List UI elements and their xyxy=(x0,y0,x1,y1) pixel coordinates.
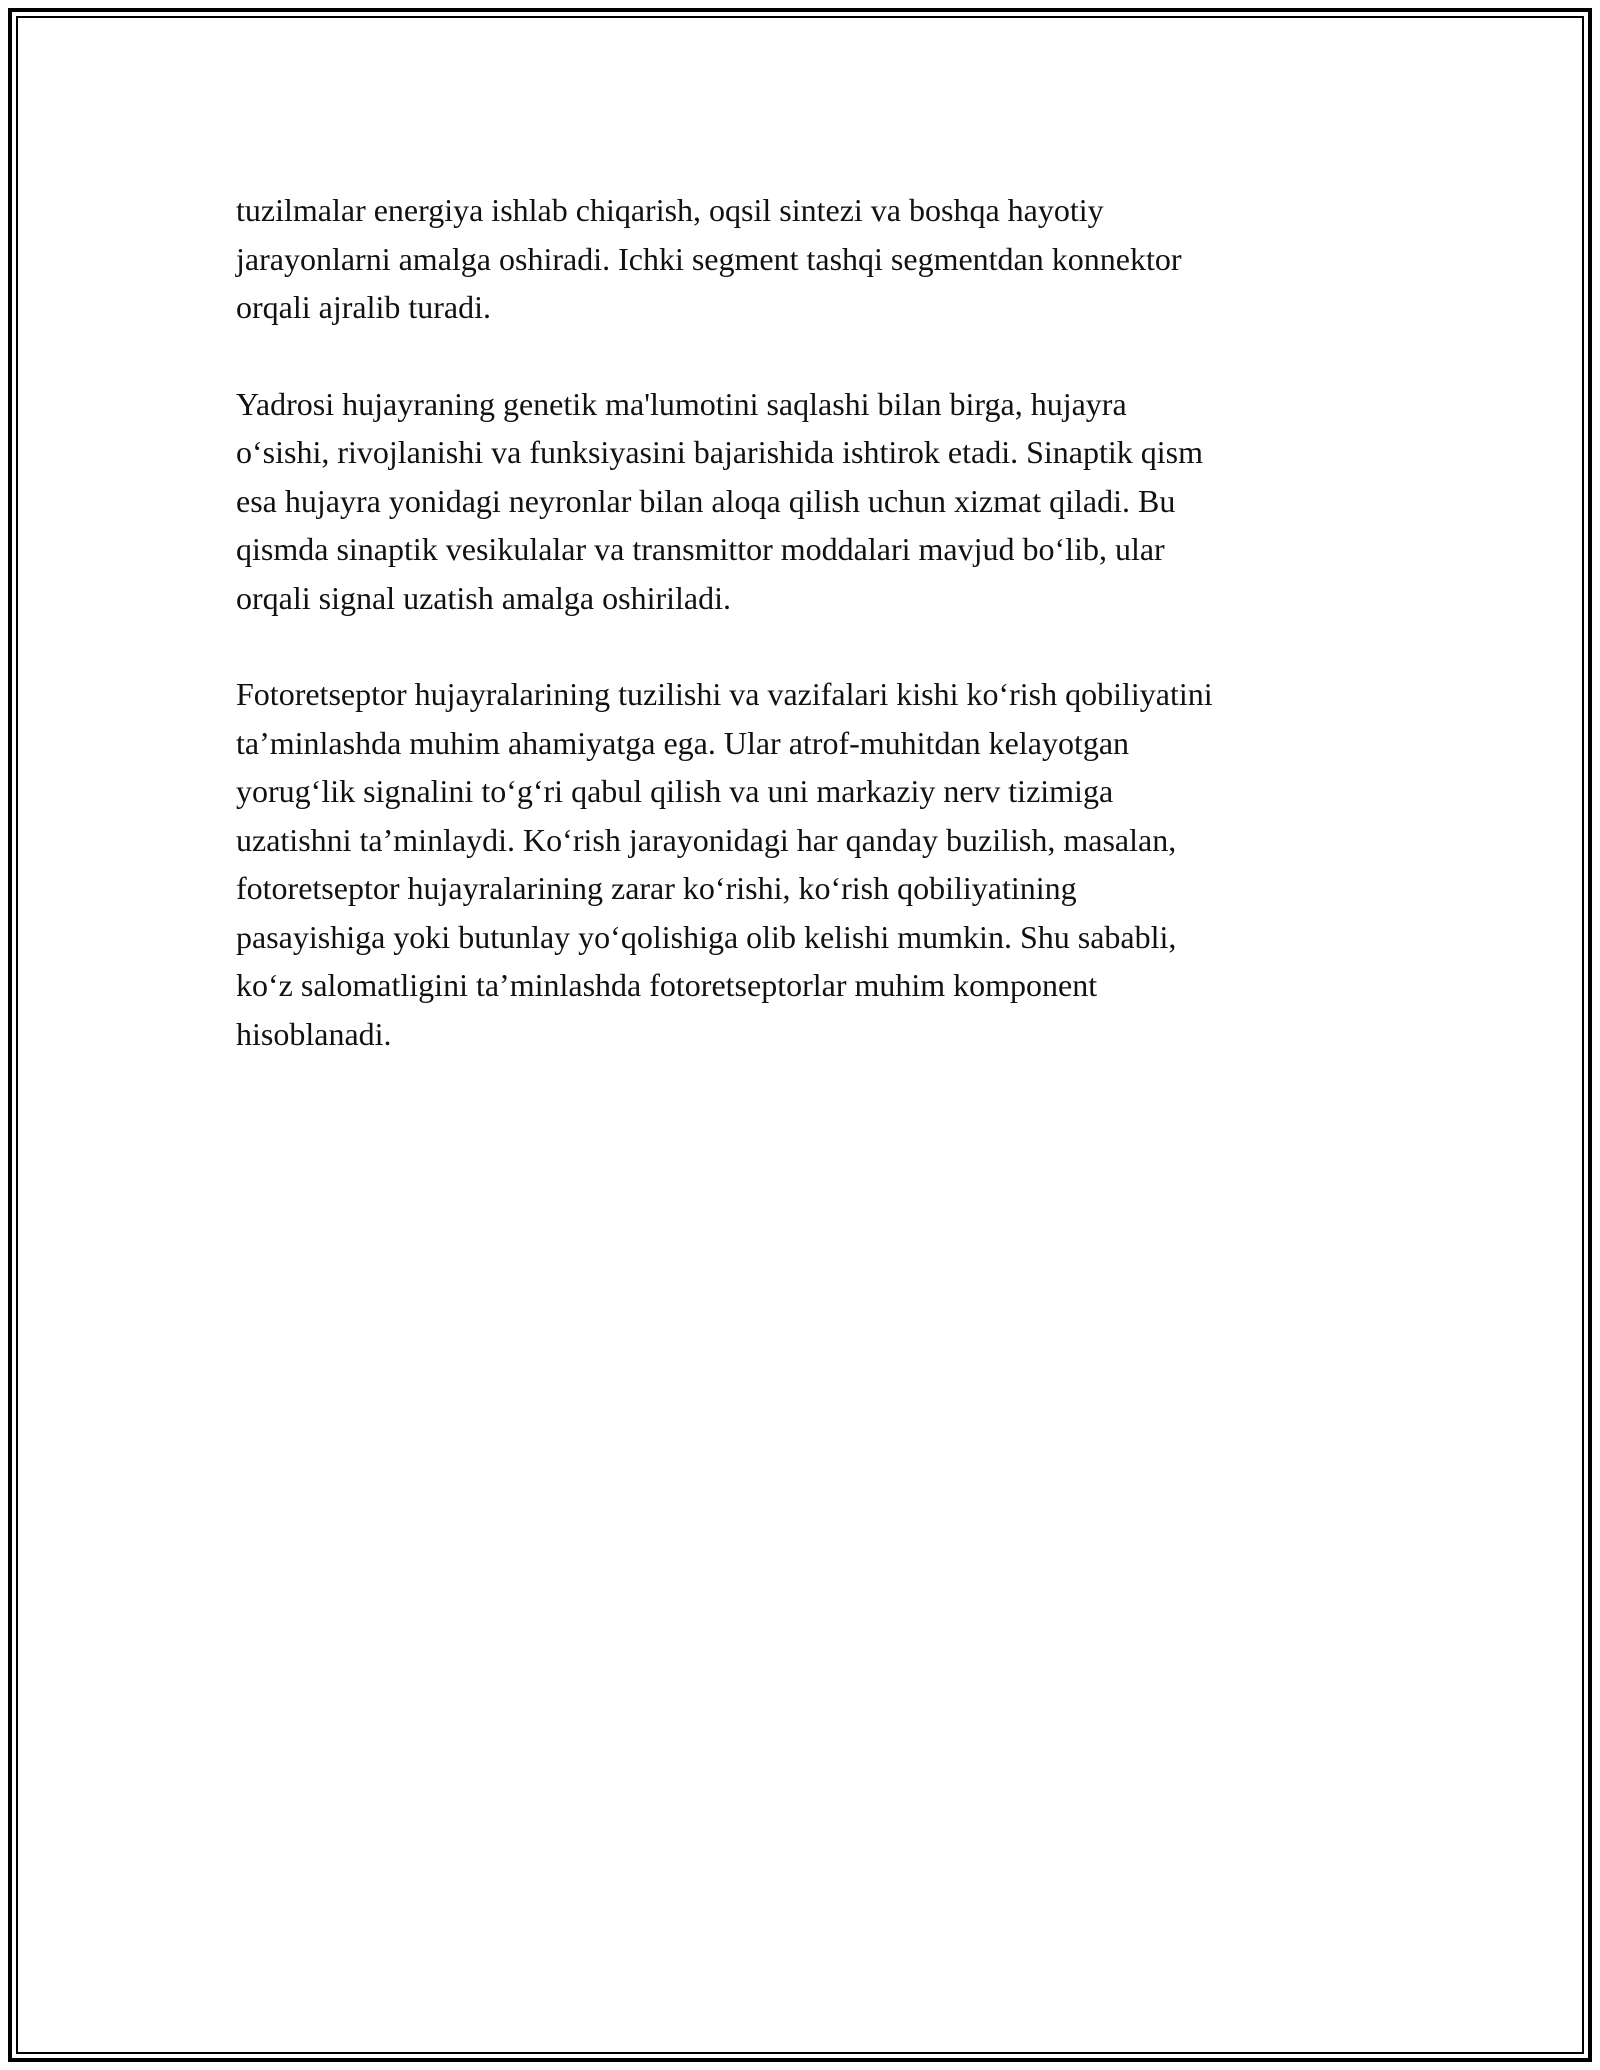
text-line: orqali signal uzatish amalga oshiriladi. xyxy=(236,579,731,616)
paragraph-2 xyxy=(236,380,1376,623)
text-line: uzatishni ta’minlaydi. Ko‘rish jarayonidagi har qanday buzilish, masalan, xyxy=(236,821,1177,858)
text-line: ko‘z salomatligini ta’minlashda fotoretseptorlar muhim komponent xyxy=(236,967,1098,1003)
text-line: fotoretseptor hujayralarining zarar ko‘rishi, ko‘rish qobiliyatining xyxy=(236,870,1077,906)
text-line: yorug‘lik signalini to‘g‘ri qabul qilish va uni markaziy nerv tizimiga xyxy=(236,773,1114,809)
paragraph-3 xyxy=(236,670,1376,1058)
text-line: qismda sinaptik vesikulalar va transmittor moddalari mavjud bo‘lib, ular xyxy=(236,531,1165,567)
text-line: pasayishiga yoki butunlay yo‘qolishiga olib kelishi mumkin. Shu sababli, xyxy=(236,918,1177,955)
document-body xyxy=(236,186,1376,1106)
text-line: orqali ajralib turadi. xyxy=(236,289,492,325)
text-line: tuzilmalar energiya ishlab chiqarish, oqsil sintezi va boshqa hayotiy xyxy=(236,192,1104,228)
text-line: Yadrosi hujayraning genetik ma'lumotini saqlashi bilan birga, hujayra xyxy=(236,385,1127,422)
text-line: jarayonlarni amalga oshiradi. Ichki segment tashqi segmentdan konnektor xyxy=(236,240,1182,277)
text-line: ta’minlashda muhim ahamiyatga ega. Ular atrof-muhitdan kelayotgan xyxy=(236,724,1130,761)
text-line: esa hujayra yonidagi neyronlar bilan aloqa qilish uchun xizmat qiladi. Bu xyxy=(236,482,1176,519)
text-line: o‘sishi, rivojlanishi va funksiyasini bajarishida ishtirok etadi. Sinaptik qism xyxy=(236,434,1204,470)
text-line: Fotoretseptor hujayralarining tuzilishi va vazifalari kishi ko‘rish qobiliyatini xyxy=(236,676,1213,712)
paragraph-1 xyxy=(236,186,1376,332)
text-line: hisoblanadi. xyxy=(236,1015,392,1052)
